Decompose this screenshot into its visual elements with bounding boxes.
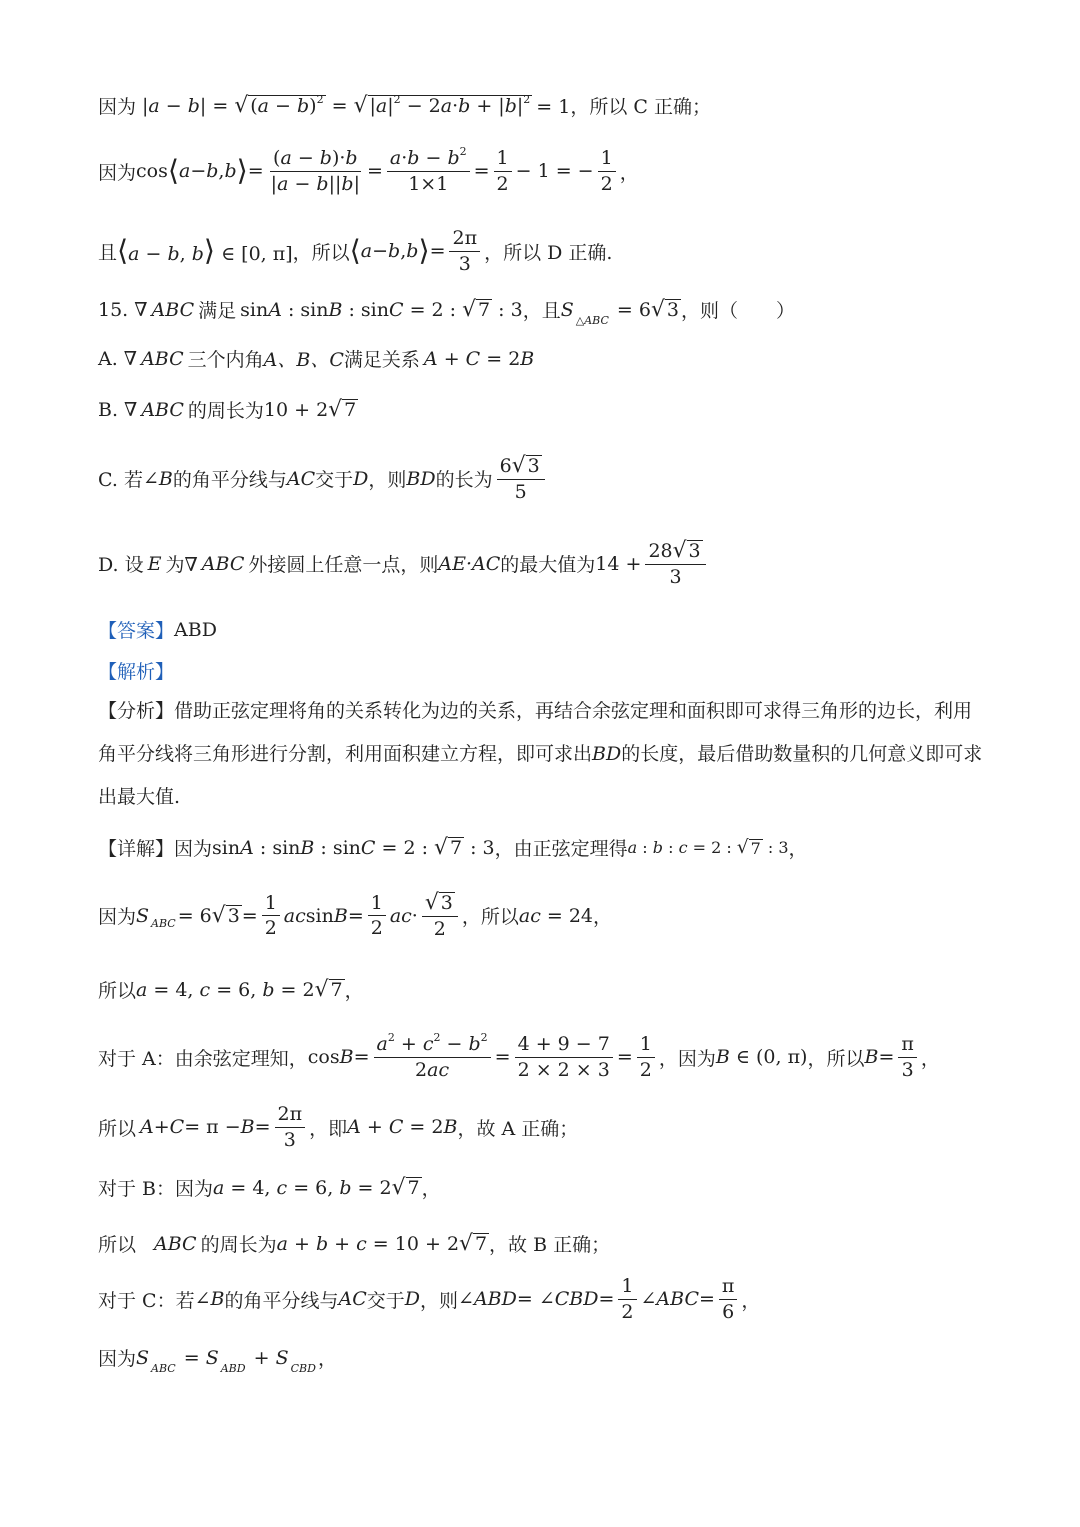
detail-2: 因为 S ABC = 6 √ 3 = $\frac{1}{2}$ ac sin B = $\frac{1}{2}$ ac · √ 3 2 ，所以 ac = 24 ， — [98, 890, 613, 940]
formula-cos: cos ⟨ a − b , b ⟩ = $\frac{(a - b)\cdot b}{|a - b||b|}$ = $\frac{a\cdot b - b^2}{1\times 1}$ = $\frac{1}{2}$ − 1 = − $\frac{1}{2}$ — [136, 148, 620, 195]
detail-5: 所以 A + C = π − B = $\frac{2\pi}{3}$ ，即 A + C = 2B ，故 A 正确； — [98, 1103, 579, 1151]
option-c: C. 若 ∠B 的角平分线与 AC 交于 D ，则 BD 的长为 6 √ 3 5 — [98, 455, 549, 503]
question-15: 15. ∇ ABC 满足 sinA : sinB : sinC = 2 : √ 7 : 3 ，且 S $_{\triangle ABC}$ = 6 √ 3 ，则（ ） — [98, 296, 795, 327]
detail-9: 因为 S $_{ABC}$ = S $_{ABD}$ + S $_{CBD}$ ， — [98, 1346, 337, 1375]
answer-row — [98, 616, 217, 643]
option-d: D. 设 E 为∇ ABC 外接圆上任意一点，则 AE·AC 的最大值为 14 + 28 √ 3 3 — [98, 540, 710, 588]
detail-6: 对于 B：因为 a = 4, c = 6, b = 2 √ 7 ， — [98, 1174, 441, 1200]
analysis-label: 【解析】 — [98, 661, 175, 683]
option-a: A. ∇ ABC 三个内角 A、B、C 满足关系 A + C = 2B — [98, 347, 535, 371]
line-2: 因为 cos ⟨ a − b , b ⟩ = $\frac{(a - b)\cdot b}{|a - b||b|}$ = $\frac{a\cdot b - b^2}{1\times 1}$ = $\frac{1}{2}$ − 1 = − $\frac{1}{2}$ ， — [98, 145, 639, 195]
answer-label: 【答案】 — [98, 620, 175, 642]
detail-4: 对于 A：由余弦定理知， cos B = $\frac{a^2 + c^2 - b^2}{2ac}$ = $\frac{4 + 9 - 7}{2 \times 2 \times 3}$ = $\frac{1}{2}$ ，因为 B ∈ (0, π) ，所以 B = $\frac{\pi}{3}$ ， — [98, 1031, 940, 1081]
line-1: 因为 |a − b| = √ $(a - b)^2$ = √ $|a|^2 - 2a\cdot b + |b|^2$ = 1，所以 C 正确； — [98, 92, 711, 118]
option-b: B. ∇ ABC 的周长为 10 + 2 √ 7 — [98, 396, 357, 422]
detail-8: 对于 C：若 ∠B 的角平分线与 AC 交于 D ，则 ∠ ABD = ∠ CBD = $\frac{1}{2}$ ∠ ABC = $\frac{\pi}{6}$ ， — [98, 1275, 761, 1323]
formula-abs-diff: |a − b| = √ $(a - b)^2$ = √ $|a|^2 - 2a\cdot b + |b|^2$ — [142, 92, 531, 118]
detail-1: 【详解】 因为 sinA : sinB : sinC = 2 : √ 7 : 3 ，由正弦定理得 a : b : c = 2 : √ 7 : 3 ， — [98, 834, 808, 860]
line-3: 且 ⟨a − b, b⟩ ∈ [0, π] ，所以 ⟨ a − b , b ⟩ = $\frac{2\pi}{3}$ ，所以 D 正确. — [98, 227, 613, 275]
detail-3: 所以 a = 4, c = 6, b = 2 √ 7 ， — [98, 976, 364, 1002]
detail-7: 所以 ABC 的周长为 a + b + c = 10 + 2 √ 7 ，故 B 正确； — [98, 1230, 611, 1256]
analysis-row — [98, 657, 174, 684]
fenxi-paragraph: 【分析】借助正弦定理将角的关系转化为边的关系，再结合余弦定理和面积即可求得三角形的边长，利用角平分线将三角形进行分割，利用面积建立方程，即可求出BD的长度，最后借助数量积的几何意义即可求出最大值. — [98, 700, 983, 808]
answer-value: ABD — [174, 618, 217, 641]
